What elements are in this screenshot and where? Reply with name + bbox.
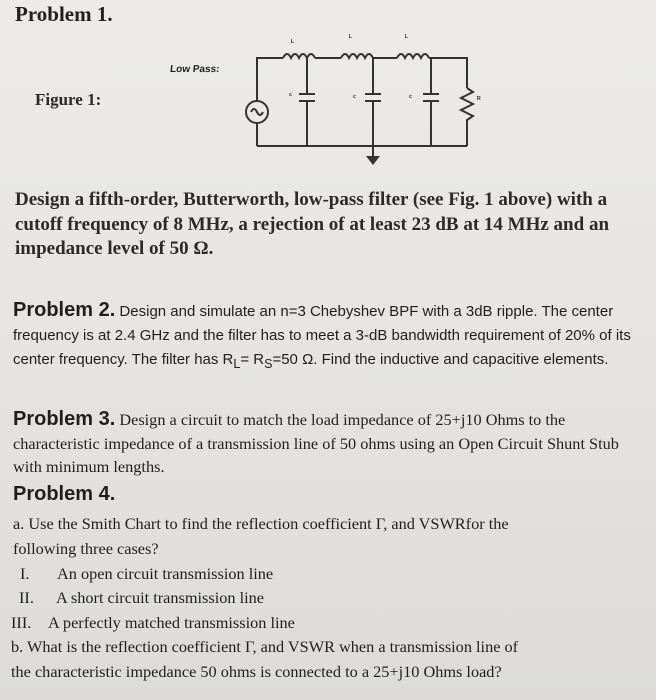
cap-3-wire	[423, 58, 439, 146]
figure-label: Figure 1:	[35, 90, 102, 109]
lowpass-label: Low Pass:	[169, 64, 221, 75]
lowpass-filter-schematic	[245, 28, 495, 178]
inductor-3-mark: ᴸ	[405, 33, 409, 42]
problem-1-title: Problem 1.	[15, 2, 113, 26]
source-wave	[251, 109, 263, 115]
cap-2-mark: ᶜ	[353, 93, 357, 102]
case-number: III.	[11, 613, 32, 632]
problem-2-text-1: Design and simulate an n=3 Chebyshev BPF with a 3dB ripple. The center frequency is at 2.4 GHz and the filter has to meet a 3-dB bandwidth requirement of 20% of its center frequency. The filter has R	[13, 303, 631, 368]
case-text: A perfectly matched transmission line	[48, 613, 295, 632]
load-resistor	[461, 88, 473, 146]
problem-4-a-line-1: a. Use the Smith Chart to find the reflection coefficient Γ, and VSWRfor the	[13, 514, 509, 533]
cap-1-wire	[299, 58, 315, 146]
problem-2-text-2: = R	[240, 351, 265, 368]
case-item	[11, 613, 295, 633]
problem-4-b-line-1: b. What is the reflection coefficient Γ, and VSWR when a transmission line of	[11, 637, 519, 656]
problem-1-text: Design a fifth-order, Butterworth, low-pass filter (see Fig. 1 above) with a cutoff frequency of 8 MHz, a rejection of at least 23 dB at 14 MHz and an impedance level of 50 Ω.	[15, 189, 610, 259]
case-item	[19, 588, 264, 608]
case-item	[20, 564, 273, 584]
problem-2-sub-l: L	[233, 357, 241, 371]
problem-2-title: Problem 2.	[13, 299, 116, 321]
ground-symbol	[366, 156, 380, 165]
case-number: I.	[20, 564, 30, 583]
inductor-2	[341, 54, 373, 58]
problem-4-a-line-2: following three cases?	[13, 539, 159, 558]
inductor-1	[283, 54, 315, 58]
inductor-1-mark: ᴸ	[291, 38, 295, 47]
problem-4-b-line-2: the characteristic impedance 50 ohms is connected to a 25+j10 Ohms load?	[11, 662, 502, 681]
problem-3-block	[13, 408, 643, 479]
problem-2-sub-s: S	[264, 357, 273, 371]
problem-4-title: Problem 4.	[13, 483, 116, 505]
top-wire-right	[429, 58, 467, 88]
cap-2-wire	[365, 58, 381, 146]
load-mark: ᴿ	[477, 95, 481, 104]
problem-2-block	[13, 298, 643, 376]
cap-1-mark: ᶜ	[289, 91, 293, 100]
case-number: II.	[19, 588, 34, 607]
problem-2-text-3: =50 Ω. Find the inductive and capacitive elements.	[272, 351, 609, 368]
case-text: A short circuit transmission line	[56, 588, 265, 607]
top-wire-left	[257, 58, 283, 100]
case-text: An open circuit transmission line	[57, 564, 274, 583]
inductor-3	[397, 54, 429, 58]
problem-3-title: Problem 3.	[13, 408, 116, 430]
problem-3-text: Design a circuit to match the load impedance of 25+j10 Ohms to the characteristic impedance of a transmission line of 50 ohms using an Open Circuit Shunt Stub with minimum lengths.	[13, 410, 619, 476]
cap-3-mark: ᶜ	[409, 93, 413, 102]
inductor-2-mark: ᴸ	[349, 33, 353, 42]
